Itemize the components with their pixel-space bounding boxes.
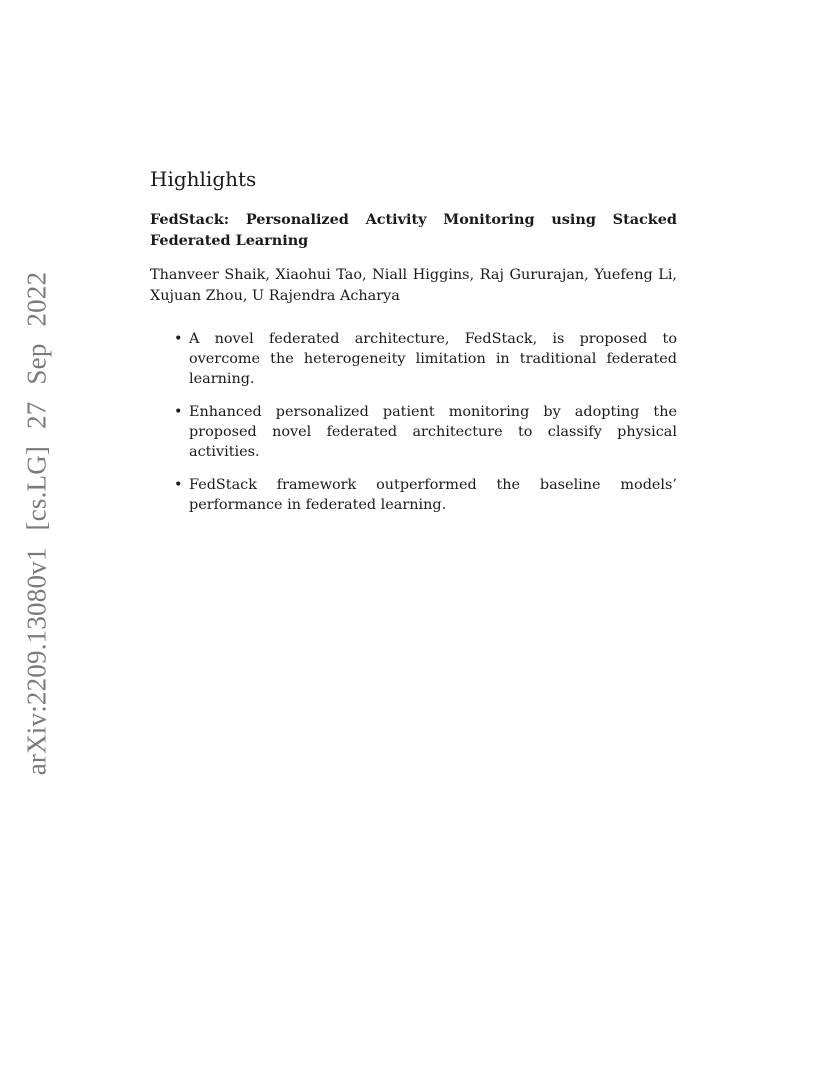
author-list: Thanveer Shaik, Xiaohui Tao, Niall Higgins, Raj Gururajan, Yuefeng Li, Xujuan Zhou, U Rajendra Acharya — [150, 267, 677, 304]
highlight-item — [174, 402, 677, 462]
bullet-icon: • — [174, 331, 183, 347]
bullet-icon: • — [174, 404, 183, 420]
highlight-text: Enhanced personalized patient monitoring by adopting the proposed novel federated architecture to classify physical activities. — [189, 404, 677, 460]
bullet-icon: • — [174, 477, 183, 493]
highlights-list — [150, 329, 677, 515]
highlight-item — [174, 329, 677, 389]
section-heading: Highlights — [150, 167, 257, 191]
arxiv-identifier-stamp — [15, 271, 59, 775]
highlight-item — [174, 475, 677, 515]
highlight-text: A novel federated architecture, FedStack, is proposed to overcome the heterogeneity limitation in traditional federated learning. — [189, 331, 677, 387]
arxiv-identifier-text: arXiv:2209.13080v1 [cs.LG] 27 Sep 2022 — [21, 271, 52, 775]
paper-title: FedStack: Personalized Activity Monitoring using Stacked Federated Learning — [150, 211, 677, 249]
highlights-page — [150, 166, 677, 528]
highlight-text: FedStack framework outperformed the baseline models’ performance in federated learning. — [189, 477, 677, 513]
